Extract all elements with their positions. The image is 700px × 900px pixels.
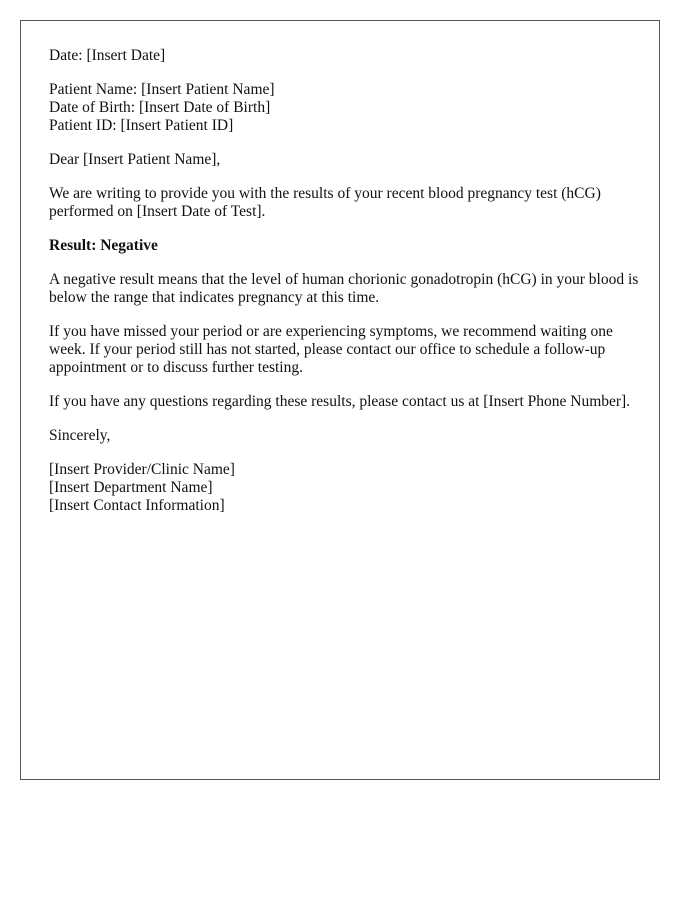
intro-paragraph: We are writing to provide you with the results of your recent blood pregnancy test (hCG) performed on [Insert Date of Test]. — [49, 185, 601, 220]
recommendation-paragraph: If you have missed your period or are experiencing symptoms, we recommend waiting one week. If your period still has not started, please contact our office to schedule a follow-up appointment or to discuss further testing. — [49, 323, 613, 376]
letter-page — [20, 20, 660, 780]
patient-name-line: Patient Name: [Insert Patient Name] — [49, 81, 275, 98]
result-explanation-paragraph: A negative result means that the level of human chorionic gonadotropin (hCG) in your blood is below the range that indicates pregnancy at this time. — [49, 271, 639, 306]
closing: Sincerely, — [49, 427, 111, 444]
patient-id-line: Patient ID: [Insert Patient ID] — [49, 117, 234, 134]
date-line: Date: [Insert Date] — [49, 47, 166, 64]
provider-name: [Insert Provider/Clinic Name] — [49, 461, 235, 478]
signature-block — [49, 461, 639, 515]
result-heading: Result: Negative — [49, 237, 158, 254]
letter-content — [49, 47, 639, 531]
contact-information: [Insert Contact Information] — [49, 497, 225, 514]
patient-dob-line: Date of Birth: [Insert Date of Birth] — [49, 99, 271, 116]
patient-info — [49, 81, 639, 135]
department-name: [Insert Department Name] — [49, 479, 213, 496]
salutation: Dear [Insert Patient Name], — [49, 151, 221, 168]
questions-paragraph: If you have any questions regarding these results, please contact us at [Insert Phone Number]. — [49, 393, 631, 410]
